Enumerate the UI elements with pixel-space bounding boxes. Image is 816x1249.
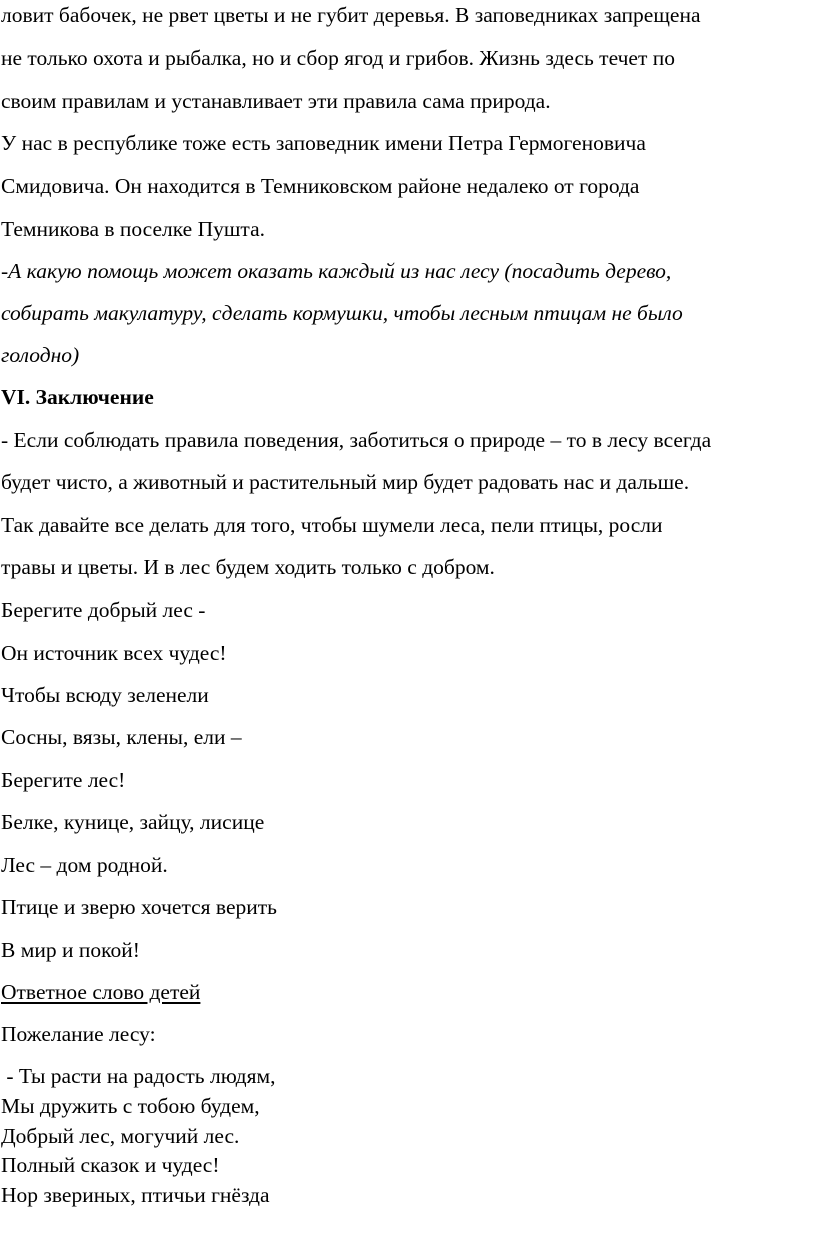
poem-line-7: Лес – дом родной. bbox=[1, 853, 168, 877]
reserve-line-3: Темникова в поселке Пушта. bbox=[1, 217, 265, 241]
response-heading: Ответное слово детей bbox=[1, 980, 201, 1004]
poem-line-2: Он источник всех чудес! bbox=[1, 641, 227, 665]
conclusion-line-4: травы и цветы. И в лес будем ходить только с добром. bbox=[1, 555, 495, 579]
question-line-3: голодно) bbox=[1, 343, 80, 367]
wish-line-2: Мы дружить с тобою будем, bbox=[1, 1094, 260, 1118]
conclusion-line-2: будет чисто, а животный и растительный мир будет радовать нас и дальше. bbox=[1, 470, 690, 494]
poem-line-3: Чтобы всюду зеленели bbox=[1, 683, 209, 707]
conclusion-line-3: Так давайте все делать для того, чтобы шумели леса, пели птицы, росли bbox=[1, 513, 663, 537]
section-heading: VI. Заключение bbox=[1, 385, 154, 409]
conclusion-line-1: - Если соблюдать правила поведения, заботиться о природе – то в лесу всегда bbox=[1, 428, 712, 452]
poem-line-5: Берегите лес! bbox=[1, 768, 126, 792]
poem-line-8: Птице и зверю хочется верить bbox=[1, 895, 277, 919]
wish-label: Пожелание лесу: bbox=[1, 1022, 156, 1046]
poem-line-6: Белке, кунице, зайцу, лисице bbox=[1, 810, 265, 834]
wish-line-3: Добрый лес, могучий лес. bbox=[1, 1124, 240, 1148]
reserve-line-1: У нас в республике тоже есть заповедник имени Петра Гермогеновича bbox=[1, 131, 646, 155]
poem-line-4: Сосны, вязы, клены, ели – bbox=[1, 725, 242, 749]
question-line-2: собирать макулатуру, сделать кормушки, чтобы лесным птицам не было bbox=[1, 301, 683, 325]
wish-line-4: Полный сказок и чудес! bbox=[1, 1153, 220, 1177]
reserve-line-2: Смидовича. Он находится в Темниковском районе недалеко от города bbox=[1, 174, 640, 198]
wish-line-5: Нор звериных, птичьи гнёзда bbox=[1, 1183, 270, 1207]
poem-line-1: Берегите добрый лес - bbox=[1, 598, 206, 622]
poem-line-9: В мир и покой! bbox=[1, 938, 140, 962]
question-line-1: -А какую помощь может оказать каждый из нас лесу (посадить дерево, bbox=[1, 259, 672, 283]
intro-line-2: не только охота и рыбалка, но и сбор ягод и грибов. Жизнь здесь течет по bbox=[1, 46, 675, 70]
intro-line-3: своим правилам и устанавливает эти правила сама природа. bbox=[1, 89, 551, 113]
wish-line-1: - Ты расти на радость людям, bbox=[1, 1064, 276, 1088]
intro-line-1: ловит бабочек, не рвет цветы и не губит деревья. В заповедниках запрещена bbox=[1, 3, 701, 27]
